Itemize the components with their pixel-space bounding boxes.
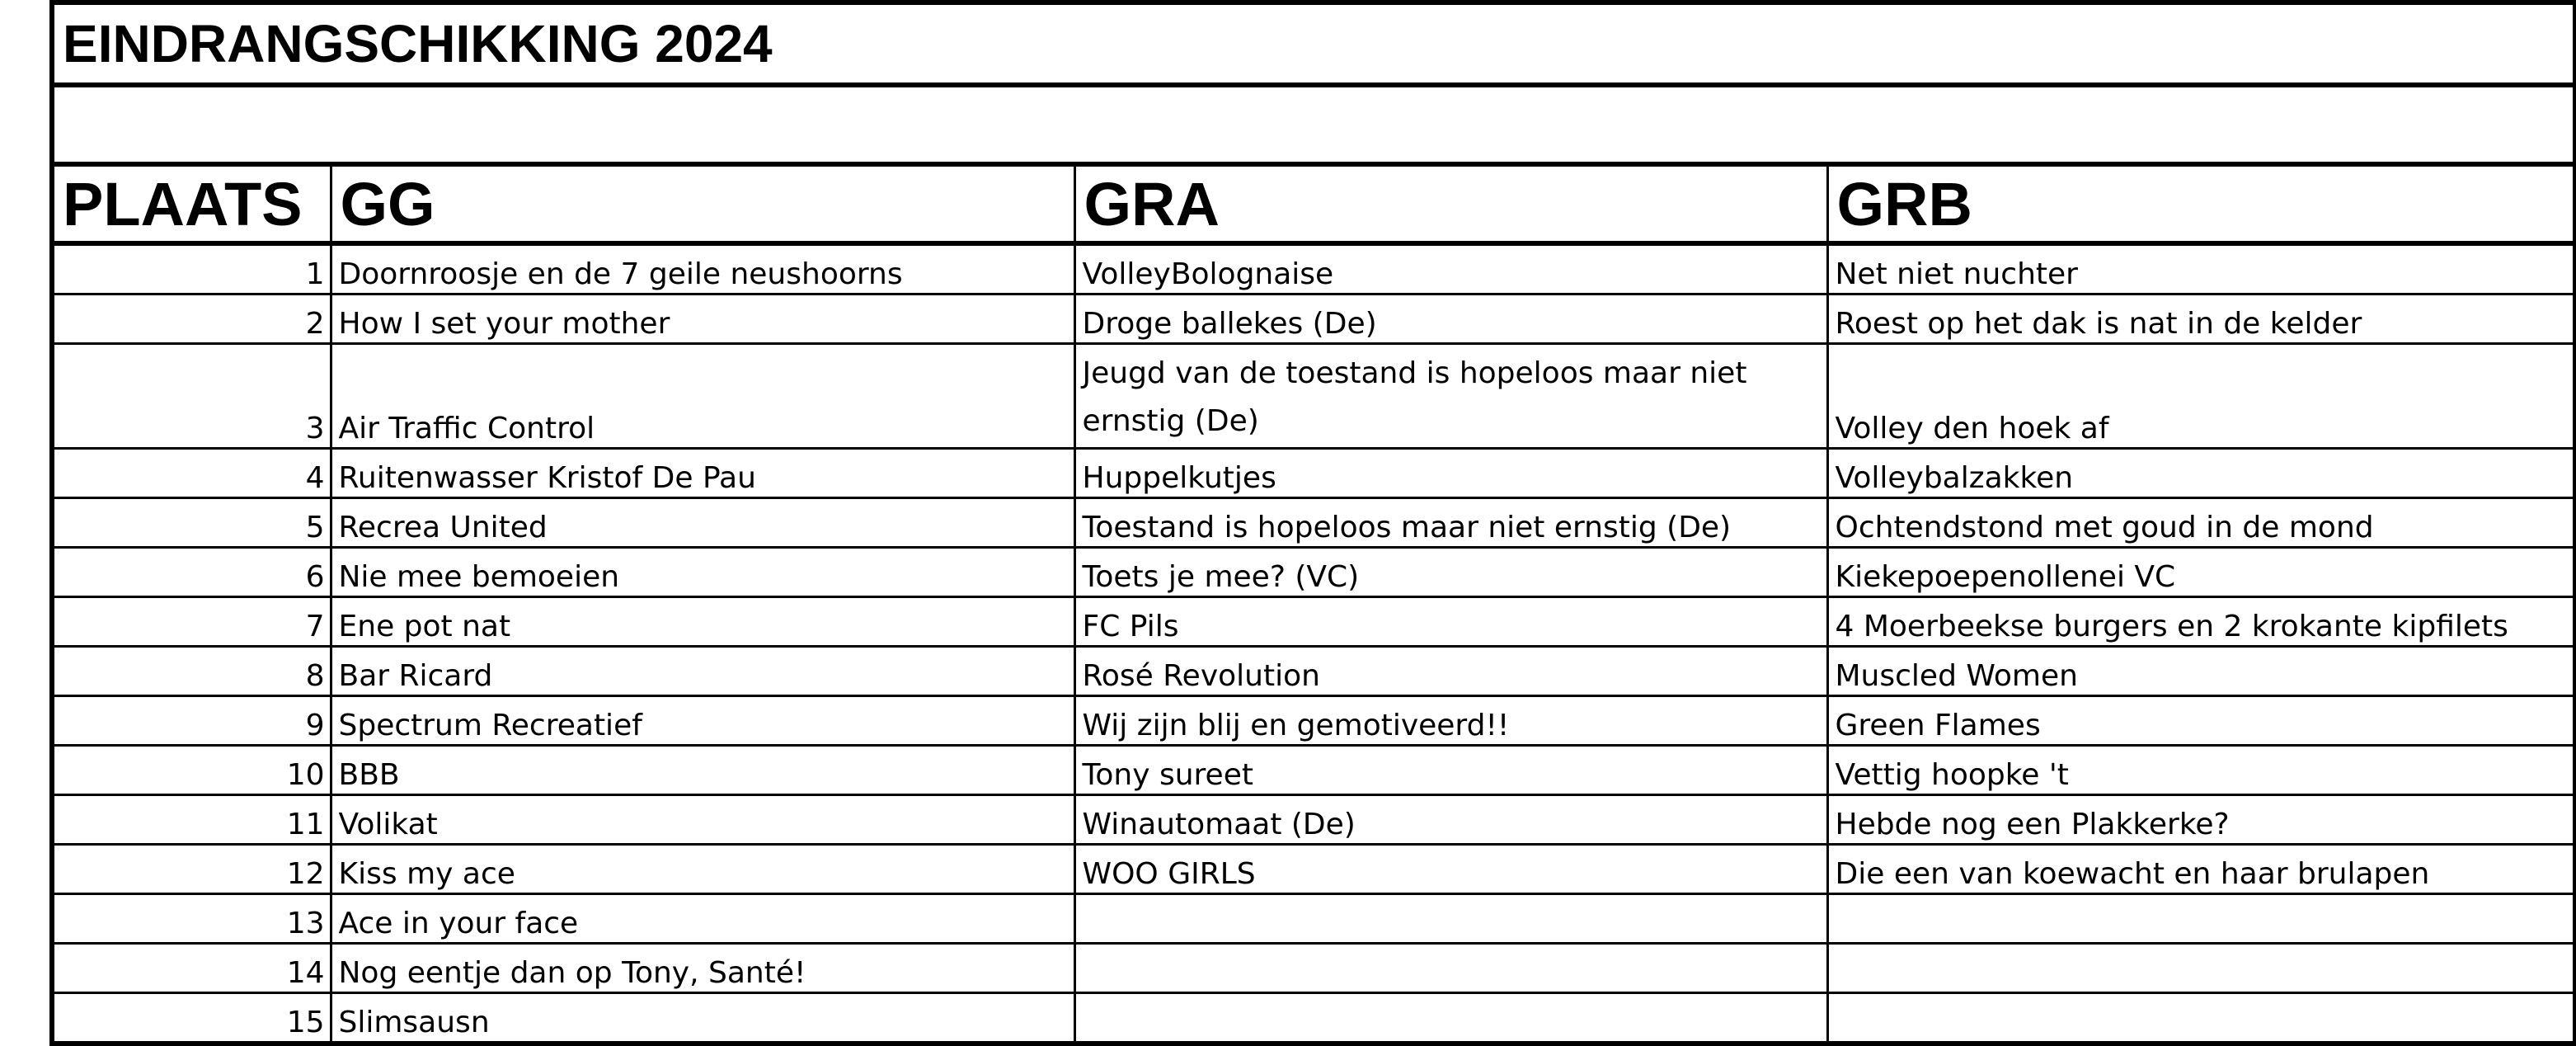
gg-team-cell[interactable]: How I set your mother bbox=[331, 294, 1074, 344]
gra-team-cell[interactable]: FC Pils bbox=[1074, 597, 1827, 647]
empty-cell[interactable] bbox=[52, 85, 2575, 164]
place-cell[interactable]: 6 bbox=[52, 548, 331, 597]
table-row bbox=[52, 498, 2575, 548]
table-row bbox=[52, 548, 2575, 597]
place-cell[interactable]: 10 bbox=[52, 746, 331, 795]
table-row bbox=[52, 845, 2575, 894]
gra-team-cell[interactable]: Toets je mee? (VC) bbox=[1074, 548, 1827, 597]
table-row bbox=[52, 344, 2575, 449]
gg-team-cell[interactable]: Kiss my ace bbox=[331, 845, 1074, 894]
table-row bbox=[52, 944, 2575, 993]
gg-team-cell[interactable]: Slimsausn bbox=[331, 993, 1074, 1044]
ranking-sheet bbox=[49, 0, 2576, 1046]
table-row bbox=[52, 647, 2575, 696]
table-row bbox=[52, 243, 2575, 294]
place-cell[interactable]: 7 bbox=[52, 597, 331, 647]
sheet-title[interactable]: EINDRANGSCHIKKING 2024 bbox=[52, 2, 2575, 85]
table-row bbox=[52, 449, 2575, 498]
gra-team-cell[interactable] bbox=[1074, 894, 1827, 944]
grb-team-cell[interactable]: Green Flames bbox=[1827, 696, 2575, 746]
header-gg[interactable]: GG bbox=[331, 164, 1074, 243]
grb-team-cell[interactable]: Vettig hoopke 't bbox=[1827, 746, 2575, 795]
gg-team-cell[interactable]: Bar Ricard bbox=[331, 647, 1074, 696]
grb-team-cell[interactable]: Muscled Women bbox=[1827, 647, 2575, 696]
grb-team-cell[interactable]: Ochtendstond met goud in de mond bbox=[1827, 498, 2575, 548]
place-cell[interactable]: 13 bbox=[52, 894, 331, 944]
gra-team-cell[interactable]: Rosé Revolution bbox=[1074, 647, 1827, 696]
grb-team-cell[interactable] bbox=[1827, 894, 2575, 944]
gra-team-cell[interactable]: Winautomaat (De) bbox=[1074, 795, 1827, 845]
gra-team-cell[interactable]: VolleyBolognaise bbox=[1074, 243, 1827, 294]
grb-team-cell[interactable]: 4 Moerbeekse burgers en 2 krokante kipfilets bbox=[1827, 597, 2575, 647]
gra-team-cell[interactable]: Huppelkutjes bbox=[1074, 449, 1827, 498]
gg-team-cell[interactable]: Nie mee bemoeien bbox=[331, 548, 1074, 597]
gra-team-cell[interactable]: Droge ballekes (De) bbox=[1074, 294, 1827, 344]
grb-team-cell[interactable] bbox=[1827, 944, 2575, 993]
header-grb[interactable]: GRB bbox=[1827, 164, 2575, 243]
grb-team-cell[interactable]: Volley den hoek af bbox=[1827, 344, 2575, 449]
gg-team-cell[interactable]: Spectrum Recreatief bbox=[331, 696, 1074, 746]
table-row bbox=[52, 746, 2575, 795]
gra-team-cell[interactable] bbox=[1074, 944, 1827, 993]
gg-team-cell[interactable]: Ruitenwasser Kristof De Pau bbox=[331, 449, 1074, 498]
table-row bbox=[52, 294, 2575, 344]
gg-team-cell[interactable]: Doornroosje en de 7 geile neushoorns bbox=[331, 243, 1074, 294]
gra-team-cell[interactable] bbox=[1074, 993, 1827, 1044]
gg-team-cell[interactable]: Ene pot nat bbox=[331, 597, 1074, 647]
place-cell[interactable]: 8 bbox=[52, 647, 331, 696]
gg-team-cell[interactable]: Recrea United bbox=[331, 498, 1074, 548]
header-place[interactable]: PLAATS bbox=[52, 164, 331, 243]
place-cell[interactable]: 15 bbox=[52, 993, 331, 1044]
place-cell[interactable]: 4 bbox=[52, 449, 331, 498]
place-cell[interactable]: 9 bbox=[52, 696, 331, 746]
gg-team-cell[interactable]: Ace in your face bbox=[331, 894, 1074, 944]
grb-team-cell[interactable]: Net niet nuchter bbox=[1827, 243, 2575, 294]
table-row bbox=[52, 993, 2575, 1044]
place-cell[interactable]: 3 bbox=[52, 344, 331, 449]
table-row bbox=[52, 597, 2575, 647]
table-row bbox=[52, 894, 2575, 944]
gra-team-cell[interactable]: Toestand is hopeloos maar niet ernstig (De) bbox=[1074, 498, 1827, 548]
grb-team-cell[interactable] bbox=[1827, 993, 2575, 1044]
title-row bbox=[52, 2, 2575, 85]
grb-team-cell[interactable]: Die een van koewacht en haar brulapen bbox=[1827, 845, 2575, 894]
place-cell[interactable]: 5 bbox=[52, 498, 331, 548]
gra-team-cell[interactable]: WOO GIRLS bbox=[1074, 845, 1827, 894]
place-cell[interactable]: 14 bbox=[52, 944, 331, 993]
gg-team-cell[interactable]: Air Traffic Control bbox=[331, 344, 1074, 449]
header-gra[interactable]: GRA bbox=[1074, 164, 1827, 243]
place-cell[interactable]: 12 bbox=[52, 845, 331, 894]
gg-team-cell[interactable]: Nog eentje dan op Tony, Santé! bbox=[331, 944, 1074, 993]
gra-team-cell[interactable]: Jeugd van de toestand is hopeloos maar niet ernstig (De) bbox=[1074, 344, 1827, 449]
grb-team-cell[interactable]: Kiekepoepenollenei VC bbox=[1827, 548, 2575, 597]
grb-team-cell[interactable]: Hebde nog een Plakkerke? bbox=[1827, 795, 2575, 845]
gg-team-cell[interactable]: BBB bbox=[331, 746, 1074, 795]
place-cell[interactable]: 2 bbox=[52, 294, 331, 344]
place-cell[interactable]: 1 bbox=[52, 243, 331, 294]
header-row bbox=[52, 164, 2575, 243]
gra-team-cell[interactable]: Wij zijn blij en gemotiveerd!! bbox=[1074, 696, 1827, 746]
gra-team-cell[interactable]: Tony sureet bbox=[1074, 746, 1827, 795]
blank-row bbox=[52, 85, 2575, 164]
place-cell[interactable]: 11 bbox=[52, 795, 331, 845]
table-row bbox=[52, 795, 2575, 845]
grb-team-cell[interactable]: Roest op het dak is nat in de kelder bbox=[1827, 294, 2575, 344]
grb-team-cell[interactable]: Volleybalzakken bbox=[1827, 449, 2575, 498]
table-row bbox=[52, 696, 2575, 746]
gg-team-cell[interactable]: Volikat bbox=[331, 795, 1074, 845]
